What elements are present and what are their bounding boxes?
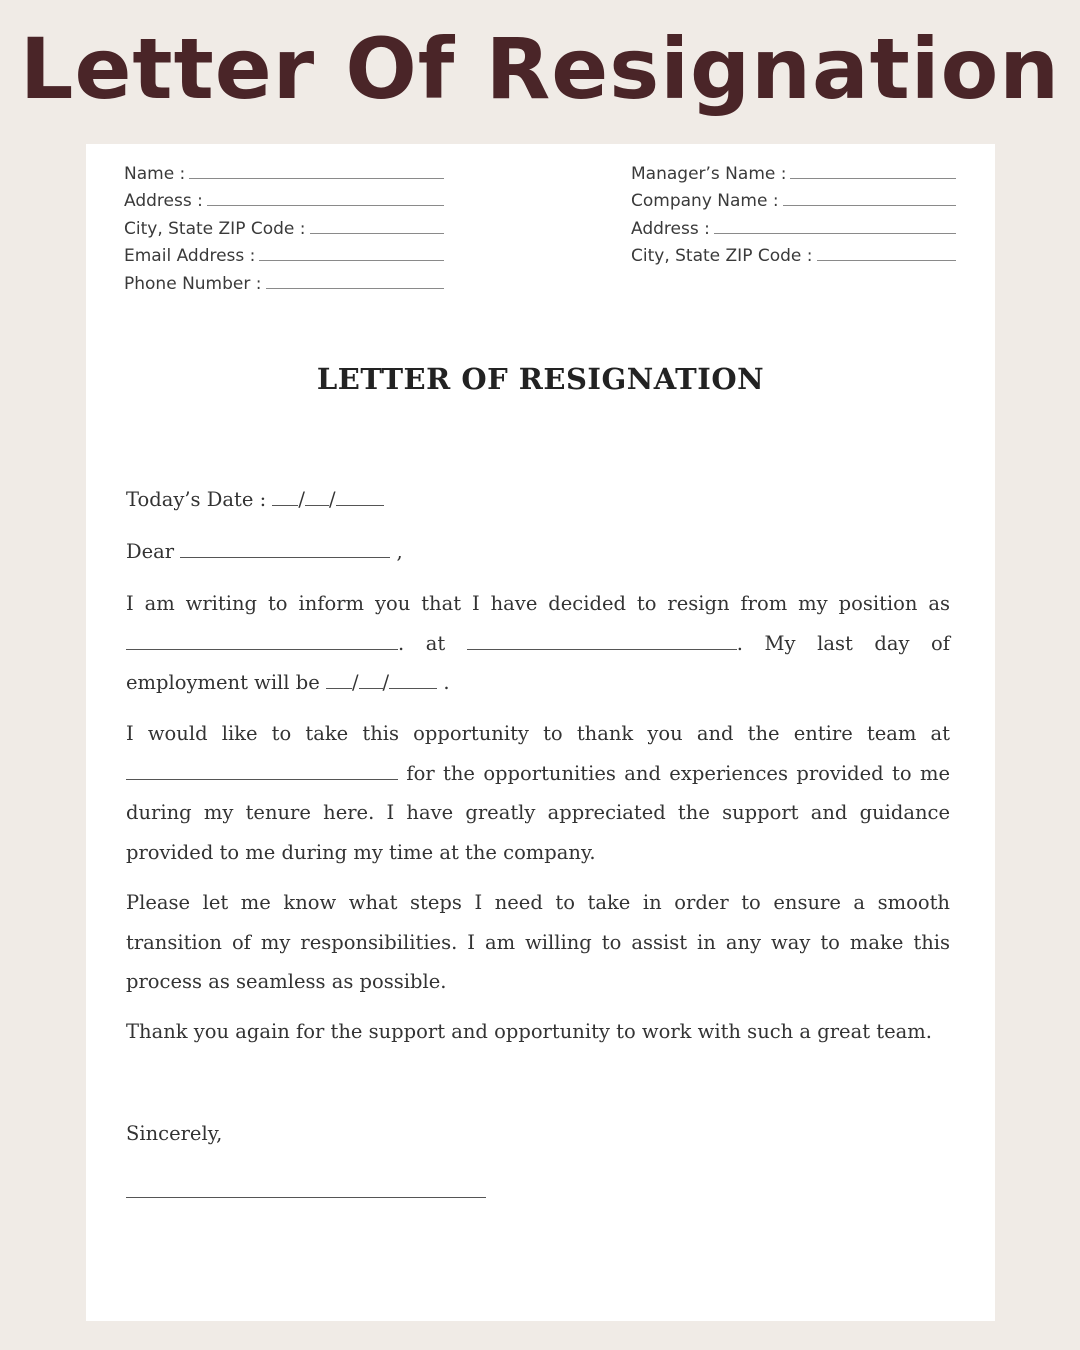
field-label: Email Address : [124,246,256,266]
letter-heading: LETTER OF RESIGNATION [316,362,765,396]
company-name-field[interactable] [631,184,956,212]
company-address-field[interactable] [631,211,956,239]
paragraph-3 [126,883,950,1002]
date-label: Today’s Date : [126,488,267,511]
field-label: City, State ZIP Code : [631,246,813,266]
sender-phone-field[interactable] [124,266,444,294]
date-year-blank[interactable] [336,485,384,506]
field-label: Phone Number : [124,273,262,294]
field-label: Address : [631,218,710,239]
fill-in-line[interactable] [310,233,445,234]
company-blank[interactable] [467,628,737,649]
sender-address-field[interactable] [124,184,444,212]
company-city-field[interactable] [631,239,956,267]
fill-in-line[interactable] [207,205,444,206]
last-day-month-blank[interactable] [326,668,352,689]
sender-fields [124,156,444,294]
paragraph-text: Thank you again for the support and opportunity to work with such a great team. [126,1020,932,1043]
fill-in-line[interactable] [266,288,445,289]
sender-name-field[interactable] [124,156,444,184]
salutation-comma: , [396,540,403,563]
paragraph-1 [126,584,950,703]
field-label: Name : [124,163,186,184]
paragraph-text: I would like to take this opportunity to thank you and the entire team at [126,722,950,745]
field-label: Address : [124,191,203,211]
paragraph-2 [126,714,950,872]
position-blank[interactable] [126,628,398,649]
fill-in-line[interactable] [817,260,957,261]
closing: Sincerely, [126,1122,223,1145]
date-month-blank[interactable] [272,485,298,506]
date-separator: / [351,671,359,694]
fill-in-line[interactable] [714,233,956,234]
recipient-name-blank[interactable] [180,537,390,558]
banner-title: Letter Of Resignation [19,20,1061,118]
paragraph-end: . [443,671,450,694]
paragraph-text: Please let me know what steps I need to take in order to ensure a smooth transition of my responsibilities. I am willing to assist in any way to make this process as seamless as possible. [126,891,950,993]
manager-name-field[interactable] [631,156,956,184]
signature-line[interactable] [126,1197,486,1198]
date-separator: / [298,488,305,511]
field-label: Manager’s Name : [631,163,787,184]
field-label: Company Name : [631,191,779,211]
fill-in-line[interactable] [790,178,956,179]
fill-in-line[interactable] [259,260,444,261]
paragraph-text: . My last day of employment will be [126,631,951,694]
paragraph-text: . at [398,631,446,655]
salutation-line [126,532,950,572]
date-line [126,480,950,520]
sender-email-field[interactable] [124,239,444,267]
date-separator: / [328,488,336,511]
fill-in-line[interactable] [783,205,956,206]
fill-in-line[interactable] [189,178,444,179]
last-day-day-blank[interactable] [359,668,383,689]
date-day-blank[interactable] [305,485,329,506]
last-day-year-blank[interactable] [389,668,437,689]
paragraph-4 [126,1012,950,1052]
recipient-fields [631,156,956,266]
paragraph-text: for the opportunities and experiences provided to me during my tenure here. I have greatly appreciated the support and guidance provided to me during my time at the company. [126,761,950,864]
paragraph-text: I am writing to inform you that I have decided to resign from my position as [126,592,950,615]
letter-sheet [86,144,995,1321]
sender-city-field[interactable] [124,211,444,239]
team-company-blank[interactable] [126,758,398,779]
date-separator: / [382,671,390,694]
field-label: City, State ZIP Code : [124,218,306,239]
salutation-label: Dear [126,540,175,563]
